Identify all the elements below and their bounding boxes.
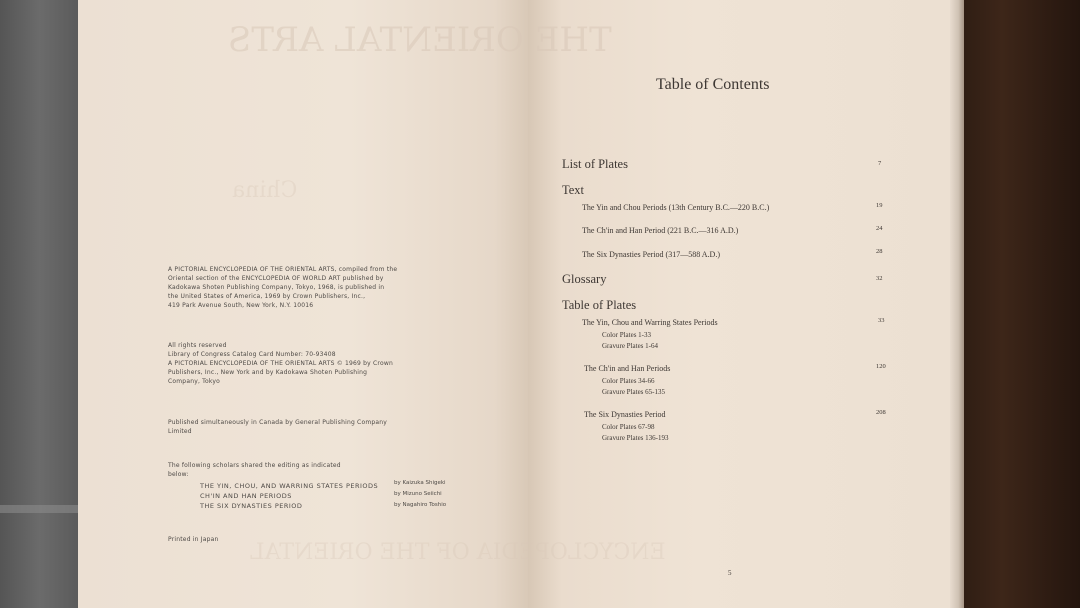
toc-entry: The Ch'in and Han Periods xyxy=(584,364,671,373)
show-through-title: THE ORIENTAL ARTS xyxy=(228,20,612,60)
credit-author: by Mizuno Seiichi xyxy=(394,491,442,497)
rights-line: Library of Congress Catalog Card Number: 70-93408 xyxy=(168,351,336,358)
toc-entry: The Yin, Chou and Warring States Periods xyxy=(582,318,718,327)
rights-line: All rights reserved xyxy=(168,342,227,349)
page-folio: 5 xyxy=(728,569,732,577)
printed-in: Printed in Japan xyxy=(168,536,219,543)
publisher-line: Oriental section of the ENCYCLOPEDIA OF WORLD ART published by xyxy=(168,275,384,282)
toc-page-number: 28 xyxy=(876,248,883,255)
toc-title: Table of Contents xyxy=(656,76,770,93)
credit-row xyxy=(200,501,460,511)
publisher-line: A PICTORIAL ENCYCLOPEDIA OF THE ORIENTAL ARTS, compiled from the xyxy=(168,266,398,273)
toc-page-number: 32 xyxy=(876,275,883,282)
canada-line: Published simultaneously in Canada by General Publishing Company xyxy=(168,419,387,426)
toc-entry: The Ch'in and Han Period (221 B.C.—316 A.D.) xyxy=(582,226,739,235)
editor-credits xyxy=(200,481,460,511)
canada-line: Limited xyxy=(168,428,192,435)
cover-edge xyxy=(0,505,80,513)
show-through-bottom: ENCYCLOPEDIA OF THE ORIENTAL xyxy=(250,540,666,565)
credit-title: THE SIX DYNASTIES PERIOD xyxy=(200,502,303,510)
canada-block xyxy=(168,418,387,436)
credit-title: THE YIN, CHOU, AND WARRING STATES PERIODS xyxy=(200,482,379,490)
toc-page-number: 120 xyxy=(876,363,886,370)
scholars-block xyxy=(168,461,341,479)
toc-color-plates: Color Plates 34-66 xyxy=(602,377,655,385)
toc-page-number: 7 xyxy=(878,160,882,167)
credit-title: CH'IN AND HAN PERIODS xyxy=(200,492,292,500)
show-through-subtitle: China xyxy=(232,178,298,203)
toc-entry: The Yin and Chou Periods (13th Century B.C.—220 B.C.) xyxy=(582,203,770,212)
rights-line: Company, Tokyo xyxy=(168,378,220,385)
toc-gravure-plates: Gravure Plates 65-135 xyxy=(602,388,665,396)
toc-color-plates: Color Plates 1-33 xyxy=(602,331,651,339)
credit-author: by Nagahiro Toshio xyxy=(394,502,447,508)
rights-line: A PICTORIAL ENCYCLOPEDIA OF THE ORIENTAL ARTS © 1969 by Crown xyxy=(168,360,393,367)
publisher-block xyxy=(168,265,397,310)
toc-color-plates: Color Plates 67-98 xyxy=(602,423,655,431)
toc-page-number: 33 xyxy=(878,317,885,324)
toc-entry: The Six Dynasties Period xyxy=(584,410,666,419)
page-block-edge xyxy=(950,0,964,608)
credit-author: by Kaizuka Shigeki xyxy=(394,480,446,486)
publisher-line: the United States of America, 1969 by Crown Publishers, Inc., xyxy=(168,293,366,300)
rights-line: Publishers, Inc., New York and by Kadokawa Shoten Publishing xyxy=(168,369,368,376)
toc-text: Text xyxy=(562,183,585,197)
rights-block xyxy=(168,341,393,386)
scholars-line: The following scholars shared the editing as indicated xyxy=(168,462,341,469)
publisher-line: Kadokawa Shoten Publishing Company, Tokyo, 1968, is published in xyxy=(168,284,385,291)
toc-list-of-plates: List of Plates xyxy=(562,157,628,171)
toc-glossary: Glossary xyxy=(562,272,607,286)
table-surface-left xyxy=(0,0,80,608)
scholars-line: below: xyxy=(168,471,189,478)
toc-page-number: 208 xyxy=(876,409,886,416)
toc-entry: The Six Dynasties Period (317—588 A.D.) xyxy=(582,250,720,259)
toc-table-of-plates: Table of Plates xyxy=(562,298,637,312)
publisher-line: 419 Park Avenue South, New York, N.Y. 10016 xyxy=(168,302,314,309)
table-surface-right xyxy=(950,0,1080,608)
toc-gravure-plates: Gravure Plates 1-64 xyxy=(602,342,658,350)
toc-page-number: 19 xyxy=(876,202,883,209)
toc-page-number: 24 xyxy=(876,225,883,232)
toc-gravure-plates: Gravure Plates 136-193 xyxy=(602,434,669,442)
